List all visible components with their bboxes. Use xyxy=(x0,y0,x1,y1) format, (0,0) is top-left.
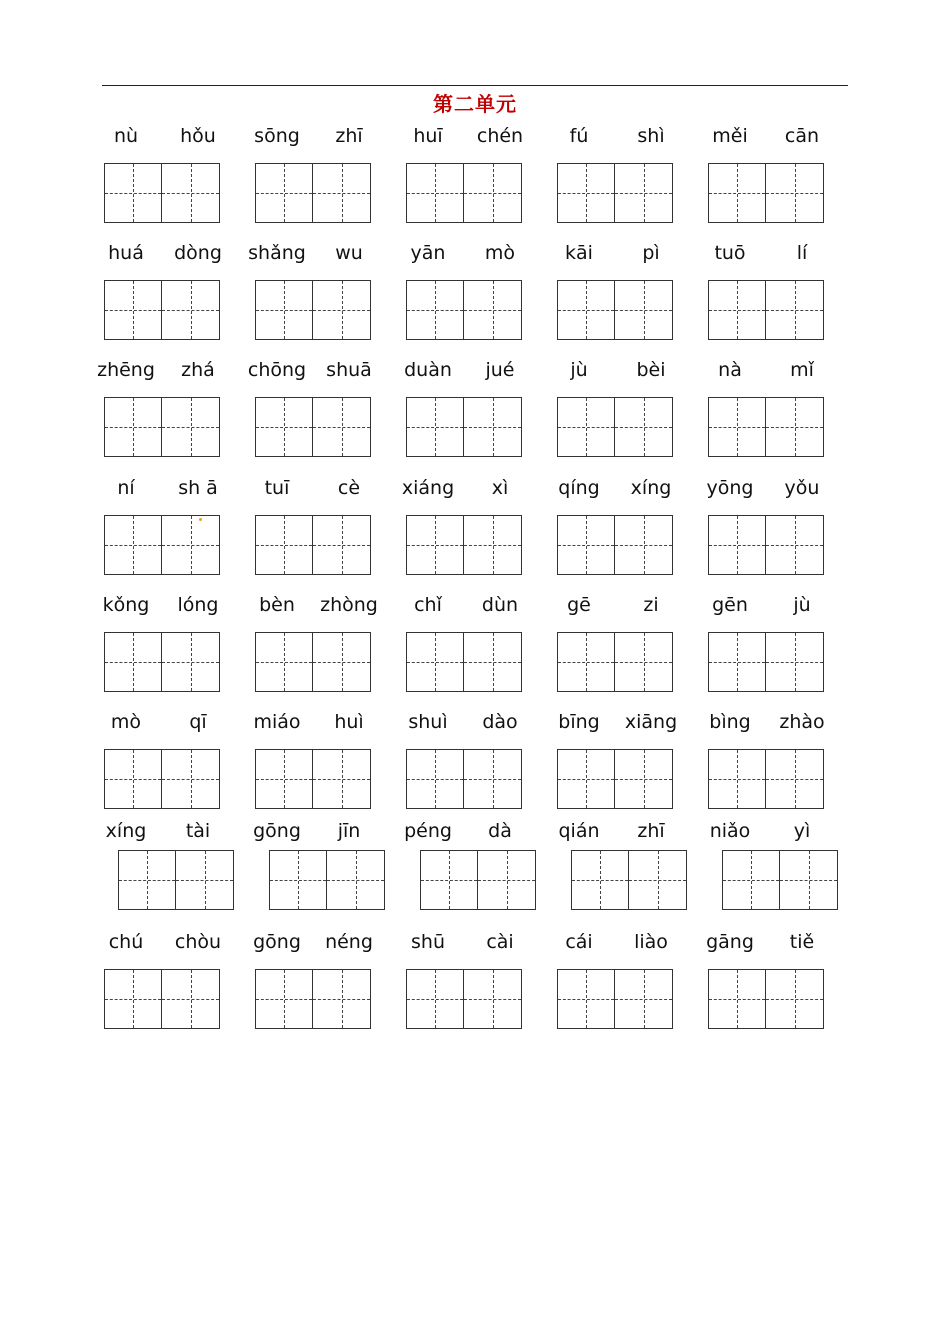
writing-boxes[interactable] xyxy=(406,515,522,575)
pinyin-syllable: dùn xyxy=(481,594,519,616)
pinyin-syllable: liào xyxy=(634,931,668,953)
tian-grid-box[interactable] xyxy=(313,397,371,457)
tian-grid-box[interactable] xyxy=(406,280,464,340)
pinyin-label xyxy=(543,931,687,957)
tian-grid-box[interactable] xyxy=(464,515,522,575)
pinyin-label xyxy=(694,820,838,846)
writing-boxes[interactable] xyxy=(406,632,522,692)
tian-grid-box[interactable] xyxy=(162,163,220,223)
pinyin-label xyxy=(543,711,687,737)
tian-grid-box[interactable] xyxy=(766,632,824,692)
pinyin-label xyxy=(392,242,536,268)
writing-boxes[interactable] xyxy=(255,280,371,340)
pinyin-syllable: cè xyxy=(337,477,361,499)
pinyin-syllable: lí xyxy=(796,242,808,264)
writing-boxes[interactable] xyxy=(722,850,838,910)
writing-boxes[interactable] xyxy=(708,749,824,809)
pinyin-label xyxy=(543,820,687,846)
pinyin-syllable: sh ā xyxy=(178,477,218,499)
tian-grid-box[interactable] xyxy=(629,850,687,910)
pinyin-syllable: duàn xyxy=(404,359,452,381)
tian-grid-box[interactable] xyxy=(313,163,371,223)
pinyin-syllable: tuō xyxy=(714,242,746,264)
tian-grid-box[interactable] xyxy=(313,969,371,1029)
tian-grid-box[interactable] xyxy=(104,749,162,809)
writing-boxes[interactable] xyxy=(406,749,522,809)
pinyin-syllable: zhī xyxy=(637,820,665,842)
writing-boxes[interactable] xyxy=(118,850,234,910)
tian-grid-box[interactable] xyxy=(615,969,673,1029)
tian-grid-box[interactable] xyxy=(766,397,824,457)
tian-grid-box[interactable] xyxy=(104,280,162,340)
pinyin-label xyxy=(90,594,234,620)
pinyin-syllable: huì xyxy=(334,711,364,733)
writing-boxes[interactable] xyxy=(708,163,824,223)
tian-grid-box[interactable] xyxy=(255,397,313,457)
tian-grid-box[interactable] xyxy=(615,163,673,223)
pinyin-syllable: bìng xyxy=(709,711,751,733)
tian-grid-box[interactable] xyxy=(162,632,220,692)
tian-grid-box[interactable] xyxy=(313,749,371,809)
pinyin-syllable: zhòng xyxy=(320,594,378,616)
pinyin-syllable: zhī xyxy=(335,125,363,147)
tian-grid-box[interactable] xyxy=(464,280,522,340)
writing-boxes[interactable] xyxy=(420,850,536,910)
tian-grid-box[interactable] xyxy=(313,515,371,575)
tian-grid-box[interactable] xyxy=(708,632,766,692)
writing-boxes[interactable] xyxy=(104,632,220,692)
pinyin-syllable: gōng xyxy=(253,820,301,842)
tian-grid-box[interactable] xyxy=(104,969,162,1029)
tian-grid-box[interactable] xyxy=(406,632,464,692)
tian-grid-box[interactable] xyxy=(162,749,220,809)
tian-grid-box[interactable] xyxy=(557,397,615,457)
writing-boxes[interactable] xyxy=(269,850,385,910)
pinyin-label xyxy=(241,594,385,620)
pinyin-syllable: yōng xyxy=(706,477,754,499)
tian-grid-box[interactable] xyxy=(162,280,220,340)
pinyin-label xyxy=(90,820,234,846)
writing-boxes[interactable] xyxy=(406,969,522,1029)
tian-grid-box[interactable] xyxy=(313,632,371,692)
tian-grid-box[interactable] xyxy=(708,515,766,575)
pinyin-syllable: bīng xyxy=(558,711,600,733)
tian-grid-box[interactable] xyxy=(255,163,313,223)
writing-boxes[interactable] xyxy=(255,749,371,809)
pinyin-syllable: shì xyxy=(637,125,665,147)
tian-grid-box[interactable] xyxy=(708,163,766,223)
pinyin-label xyxy=(392,820,536,846)
pinyin-label xyxy=(694,242,838,268)
tian-grid-box[interactable] xyxy=(615,280,673,340)
pinyin-label xyxy=(694,931,838,957)
tian-grid-box[interactable] xyxy=(615,515,673,575)
tian-grid-box[interactable] xyxy=(766,749,824,809)
pinyin-syllable: néng xyxy=(325,931,373,953)
writing-boxes[interactable] xyxy=(557,163,673,223)
pinyin-label xyxy=(543,242,687,268)
pinyin-label xyxy=(392,477,536,503)
pinyin-syllable: yǒu xyxy=(784,477,820,499)
pinyin-label xyxy=(90,931,234,957)
tian-grid-box[interactable] xyxy=(104,515,162,575)
pinyin-syllable: gōng xyxy=(253,931,301,953)
pinyin-syllable: chǐ xyxy=(414,594,442,616)
pinyin-syllable: dà xyxy=(488,820,512,842)
pinyin-label xyxy=(241,477,385,503)
tian-grid-box[interactable] xyxy=(313,280,371,340)
tian-grid-box[interactable] xyxy=(766,969,824,1029)
pinyin-syllable: jīn xyxy=(337,820,361,842)
stray-dot xyxy=(199,518,202,521)
writing-boxes[interactable] xyxy=(104,163,220,223)
writing-boxes[interactable] xyxy=(104,397,220,457)
pinyin-syllable: xì xyxy=(491,477,509,499)
pinyin-syllable: gē xyxy=(567,594,591,616)
tian-grid-box[interactable] xyxy=(615,632,673,692)
pinyin-syllable: zhēng xyxy=(97,359,155,381)
tian-grid-box[interactable] xyxy=(162,397,220,457)
tian-grid-box[interactable] xyxy=(557,969,615,1029)
pinyin-label xyxy=(694,477,838,503)
writing-boxes[interactable] xyxy=(406,397,522,457)
tian-grid-box[interactable] xyxy=(722,850,780,910)
pinyin-syllable: dào xyxy=(482,711,518,733)
writing-boxes[interactable] xyxy=(708,969,824,1029)
tian-grid-box[interactable] xyxy=(255,280,313,340)
tian-grid-box[interactable] xyxy=(118,850,176,910)
pinyin-syllable: huī xyxy=(413,125,443,147)
tian-grid-box[interactable] xyxy=(420,850,478,910)
writing-boxes[interactable] xyxy=(406,163,522,223)
writing-boxes[interactable] xyxy=(255,163,371,223)
pinyin-label xyxy=(90,125,234,151)
pinyin-syllable: shū xyxy=(411,931,445,953)
pinyin-syllable: qián xyxy=(558,820,600,842)
writing-boxes[interactable] xyxy=(255,397,371,457)
tian-grid-box[interactable] xyxy=(406,163,464,223)
writing-boxes[interactable] xyxy=(571,850,687,910)
pinyin-syllable: wu xyxy=(335,242,363,264)
pinyin-syllable: cái xyxy=(565,931,593,953)
tian-grid-box[interactable] xyxy=(464,397,522,457)
writing-boxes[interactable] xyxy=(557,969,673,1029)
pinyin-label xyxy=(694,125,838,151)
pinyin-label xyxy=(241,242,385,268)
writing-boxes[interactable] xyxy=(557,280,673,340)
writing-boxes[interactable] xyxy=(708,280,824,340)
tian-grid-box[interactable] xyxy=(255,632,313,692)
tian-grid-box[interactable] xyxy=(766,280,824,340)
pinyin-label xyxy=(392,359,536,385)
tian-grid-box[interactable] xyxy=(557,749,615,809)
tian-grid-box[interactable] xyxy=(766,515,824,575)
pinyin-syllable: pì xyxy=(642,242,660,264)
pinyin-syllable: yì xyxy=(793,820,811,842)
page-title: 第二单元 xyxy=(433,92,517,116)
tian-grid-box[interactable] xyxy=(571,850,629,910)
pinyin-label xyxy=(694,711,838,737)
tian-grid-box[interactable] xyxy=(557,163,615,223)
pinyin-syllable: mò xyxy=(110,711,142,733)
pinyin-label xyxy=(241,711,385,737)
pinyin-label xyxy=(694,359,838,385)
tian-grid-box[interactable] xyxy=(464,163,522,223)
tian-grid-box[interactable] xyxy=(255,969,313,1029)
pinyin-syllable: sōng xyxy=(254,125,300,147)
pinyin-syllable: gāng xyxy=(706,931,754,953)
pinyin-syllable: zhào xyxy=(779,711,825,733)
pinyin-syllable: jù xyxy=(793,594,811,616)
writing-boxes[interactable] xyxy=(557,632,673,692)
tian-grid-box[interactable] xyxy=(780,850,838,910)
pinyin-syllable: jù xyxy=(570,359,588,381)
pinyin-syllable: shǎng xyxy=(248,242,306,264)
pinyin-syllable: chòu xyxy=(174,931,222,953)
pinyin-label xyxy=(694,594,838,620)
pinyin-syllable: bèn xyxy=(259,594,295,616)
writing-boxes[interactable] xyxy=(104,280,220,340)
tian-grid-box[interactable] xyxy=(708,749,766,809)
writing-boxes[interactable] xyxy=(255,632,371,692)
pinyin-label xyxy=(90,711,234,737)
writing-boxes[interactable] xyxy=(708,515,824,575)
writing-boxes[interactable] xyxy=(104,969,220,1029)
tian-grid-box[interactable] xyxy=(104,632,162,692)
pinyin-label xyxy=(241,931,385,957)
pinyin-syllable: péng xyxy=(404,820,452,842)
pinyin-syllable: tiě xyxy=(789,931,815,953)
writing-boxes[interactable] xyxy=(406,280,522,340)
tian-grid-box[interactable] xyxy=(708,397,766,457)
pinyin-syllable: cài xyxy=(486,931,514,953)
pinyin-syllable: chōng xyxy=(247,359,307,381)
pinyin-label xyxy=(392,711,536,737)
pinyin-label xyxy=(90,477,234,503)
pinyin-syllable: fú xyxy=(569,125,589,147)
pinyin-syllable: mǐ xyxy=(790,359,814,381)
pinyin-syllable: gēn xyxy=(712,594,748,616)
tian-grid-box[interactable] xyxy=(162,515,220,575)
writing-boxes[interactable] xyxy=(708,397,824,457)
pinyin-label xyxy=(241,820,385,846)
pinyin-syllable: kāi xyxy=(565,242,593,264)
tian-grid-box[interactable] xyxy=(766,163,824,223)
tian-grid-box[interactable] xyxy=(406,969,464,1029)
pinyin-syllable: kǒng xyxy=(102,594,150,616)
pinyin-syllable: shuā xyxy=(326,359,372,381)
pinyin-label xyxy=(543,594,687,620)
pinyin-syllable: qíng xyxy=(558,477,600,499)
pinyin-syllable: xiáng xyxy=(401,477,455,499)
pinyin-syllable: niǎo xyxy=(709,820,751,842)
tian-grid-box[interactable] xyxy=(406,515,464,575)
tian-grid-box[interactable] xyxy=(478,850,536,910)
tian-grid-box[interactable] xyxy=(406,749,464,809)
tian-grid-box[interactable] xyxy=(464,632,522,692)
tian-grid-box[interactable] xyxy=(464,749,522,809)
pinyin-syllable: xiāng xyxy=(624,711,678,733)
tian-grid-box[interactable] xyxy=(406,397,464,457)
pinyin-syllable: zi xyxy=(643,594,659,616)
pinyin-label xyxy=(241,125,385,151)
pinyin-syllable: yān xyxy=(410,242,446,264)
pinyin-label xyxy=(90,242,234,268)
writing-boxes[interactable] xyxy=(104,515,220,575)
pinyin-syllable: huá xyxy=(108,242,144,264)
pinyin-syllable: mò xyxy=(484,242,516,264)
tian-grid-box[interactable] xyxy=(162,969,220,1029)
pinyin-syllable: qī xyxy=(189,711,207,733)
tian-grid-box[interactable] xyxy=(255,515,313,575)
pinyin-syllable: nà xyxy=(718,359,742,381)
pinyin-syllable: xíng xyxy=(105,820,147,842)
tian-grid-box[interactable] xyxy=(255,749,313,809)
pinyin-syllable: zhá xyxy=(181,359,215,381)
pinyin-syllable: ní xyxy=(117,477,135,499)
pinyin-syllable: chén xyxy=(476,125,524,147)
writing-boxes[interactable] xyxy=(557,515,673,575)
pinyin-syllable: bèi xyxy=(636,359,666,381)
pinyin-label xyxy=(90,359,234,385)
writing-boxes[interactable] xyxy=(104,749,220,809)
pinyin-label xyxy=(543,359,687,385)
pinyin-syllable: lóng xyxy=(177,594,219,616)
tian-grid-box[interactable] xyxy=(104,163,162,223)
tian-grid-box[interactable] xyxy=(176,850,234,910)
tian-grid-box[interactable] xyxy=(708,969,766,1029)
pinyin-syllable: jué xyxy=(485,359,515,381)
pinyin-syllable: nù xyxy=(113,125,139,147)
pinyin-label xyxy=(241,359,385,385)
tian-grid-box[interactable] xyxy=(615,397,673,457)
pinyin-syllable: cān xyxy=(784,125,820,147)
tian-grid-box[interactable] xyxy=(557,280,615,340)
pinyin-label xyxy=(392,125,536,151)
pinyin-syllable: hǒu xyxy=(180,125,216,147)
pinyin-label xyxy=(392,931,536,957)
pinyin-syllable: tài xyxy=(185,820,211,842)
tian-grid-box[interactable] xyxy=(464,969,522,1029)
writing-boxes[interactable] xyxy=(557,749,673,809)
writing-boxes[interactable] xyxy=(708,632,824,692)
pinyin-syllable: chú xyxy=(108,931,144,953)
tian-grid-box[interactable] xyxy=(557,632,615,692)
pinyin-syllable: miáo xyxy=(253,711,301,733)
pinyin-syllable: dòng xyxy=(174,242,222,264)
tian-grid-box[interactable] xyxy=(104,397,162,457)
pinyin-syllable: měi xyxy=(712,125,748,147)
pinyin-syllable: tuī xyxy=(264,477,290,499)
tian-grid-box[interactable] xyxy=(557,515,615,575)
writing-boxes[interactable] xyxy=(255,515,371,575)
tian-grid-box[interactable] xyxy=(269,850,327,910)
pinyin-syllable: xíng xyxy=(630,477,672,499)
pinyin-label xyxy=(543,125,687,151)
writing-boxes[interactable] xyxy=(557,397,673,457)
pinyin-label xyxy=(543,477,687,503)
tian-grid-box[interactable] xyxy=(708,280,766,340)
pinyin-label xyxy=(392,594,536,620)
pinyin-syllable: shuì xyxy=(408,711,448,733)
tian-grid-box[interactable] xyxy=(615,749,673,809)
tian-grid-box[interactable] xyxy=(327,850,385,910)
writing-boxes[interactable] xyxy=(255,969,371,1029)
